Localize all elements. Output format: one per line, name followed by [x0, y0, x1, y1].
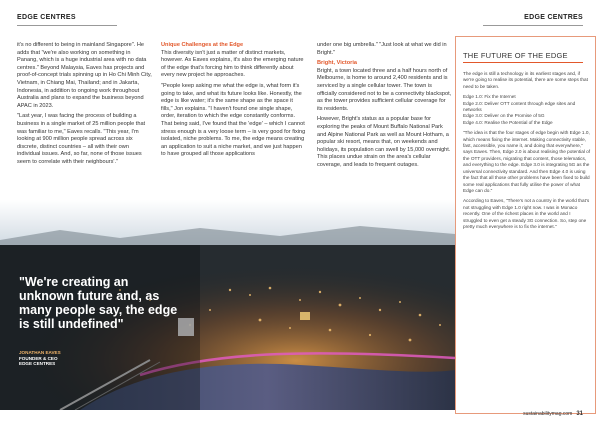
page-number-right: 31 [576, 411, 583, 417]
header-divider-right [483, 25, 583, 26]
list-item: Edge 2.0: Deliver OTT content through edge sites and networks [463, 100, 576, 113]
footer-left [17, 411, 56, 417]
col3-lead: under one big umbrella." "Just look at what we did in Bright." [317, 42, 447, 56]
site-url[interactable]: sustainabilitymag.com [523, 411, 573, 417]
list-item: Edge 3.0: Deliver on the Promise of 5G [463, 113, 545, 119]
header-right: EDGE CENTRES [524, 14, 583, 21]
issue-date: August 2022 [27, 411, 56, 417]
header-left: EDGE CENTRES [17, 14, 76, 21]
page-number-left: 30 [17, 411, 24, 417]
col3-subhead: Bright, Victoria [317, 60, 357, 67]
quote-role-1: FOUNDER & CEO [19, 355, 58, 361]
sidebar-para-3: According to Eaves, "There's not a country in the world that's not struggling with Edge 1.0 right now. I was in Monaco recently. One of the richest places in the world and I struggled to even get a steady 3G connection. So, step one pretty much everywhere is to fix the internet." [463, 198, 590, 229]
sidebar-intro: The edge is still a technology in its earliest stages and, if we're going to realise its potential, there are some steps that need to be taken. [463, 71, 588, 89]
col2-subhead: Unique Challenges at the Edge [161, 42, 244, 48]
pull-quote: "We're creating an unknown future and, as many people say, the edge is still undefined" [19, 275, 178, 331]
sidebar-box [455, 36, 596, 414]
sidebar-title: THE FUTURE OF THE EDGE [463, 51, 568, 60]
footer-right [523, 411, 583, 417]
sidebar-list [463, 94, 591, 126]
column-3 [317, 42, 452, 173]
list-item: Edge 1.0: Fix the Internet [463, 94, 516, 100]
col2-para-1: This diversity isn't just a matter of distinct markets, however. As Eaves explains, it's also the emerging nature of the edge that's forcing him to think differently about every new project he approaches. [161, 49, 304, 79]
col3-para-2: However, Bright's status as a popular base for exploring the peaks of Mount Buffalo National Park and Alpine National Park as well as Mount Hotham, a popular ski resort, means that, on weekends and holidays, its population can swell by 15,000 overnight. This places undue strain on the area's cellular coverage, and leads to frequent outages. [317, 116, 451, 168]
quote-attribution [19, 350, 61, 367]
quote-name: JONATHAN EAVES [19, 350, 61, 355]
sidebar-rule [463, 62, 583, 63]
column-2 [161, 42, 306, 162]
list-item: Edge 4.0: Realise the Potential of the Edge [463, 119, 553, 125]
page-header [0, 0, 600, 30]
col2-para-2: "People keep asking me what the edge is, what form it's going to take, and what its future looks like. Honestly, the edge is like water; it's the same shape as the space it fills," Jon explains. "I haven't found one single shape, order, iteration to which the edge constantly conforms. That being said, I've found that the 'edge' – which I cannot stress enough is a very loose term – is very good for fixing isolated, niche problems. To me, the edge means creating an application to suit a niche market, and we just happen to have grouped all those applications [161, 82, 306, 158]
col1-para-2: "Last year, I was facing the process of building a business in a single market of 25 million people that was familiar to me," Eaves recalls. "This year, I'm looking at 900 million people spread across six discrete, distinct countries – all with their own individual issues. And, so far, none of those issues seem to correlate with their neighbours'." [17, 113, 146, 165]
sidebar-body [463, 71, 591, 234]
header-divider-left [17, 25, 117, 26]
column-1 [17, 42, 152, 170]
col1-para-1: it's no different to being in mainland Singapore". He adds that "we're also working on something in Panang, which is a huge industrial area with no data centres." Beyond Malaysia, Eaves has projects and proof-of-concept trials spinning up in Ho Chi Minh City, Vietnam, in Chiang Mai, Thailand; and in Jakarta, Indonesia, in addition to ongoing work throughout Australia and plans to expand the business beyond APAC in 2023. [17, 42, 152, 109]
quote-role-2: EDGE CENTRES [19, 361, 56, 366]
sidebar-para-2: "The idea is that the four stages of edge begin with Edge 1.0, which means fixing the internet. Making connectivity stable, fast, accessible, you name it, and doing that everywhere," says Eaves. Then, Edge 2.0 is about realising the potential of the OTT providers, migrating that content, those telematics, and everything to the edge. Edge 3.0 is integrating 5G as the universal connectivity standard. And then Edge 4.0 is using the fact that all those other problems have been fixed to build some real applications that fully utilise the power of what Edge can do." [463, 130, 591, 193]
col3-para-1: Bright, a town located three and a half hours north of Melbourne, is home to around 2,400 residents and is serviced by a single cellular tower. The town is officially considered not to be a connectivity blackspot, as the tower provides sufficient cellular coverage for its residents. [317, 67, 452, 112]
